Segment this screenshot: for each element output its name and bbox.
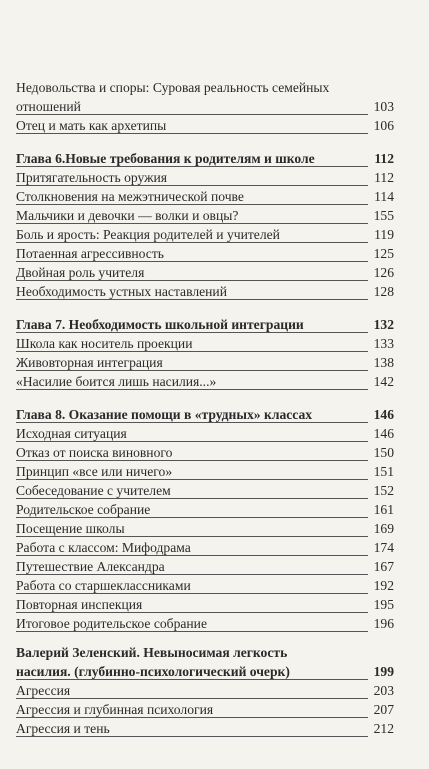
leader-line	[16, 261, 368, 262]
leader-line	[16, 351, 368, 352]
toc-entry-page: 169	[373, 521, 394, 536]
leader-line	[16, 593, 368, 594]
toc-entry-page: 167	[373, 559, 394, 574]
toc-entry-title: Отец и мать как архетипы	[16, 118, 167, 133]
toc-entry-page: 112	[374, 170, 394, 185]
chapter-title: Глава 6.Новые требования к родителям и школе	[16, 151, 315, 166]
toc-entry-title: Отказ от поиска виновного	[16, 445, 173, 460]
toc-entry-page: 161	[373, 502, 394, 517]
toc-entry	[16, 206, 394, 225]
toc-entry-title: Собеседование с учителем	[16, 483, 171, 498]
leader-line	[16, 185, 368, 186]
leader-line	[16, 133, 368, 134]
toc-entry	[16, 225, 394, 244]
toc-entry	[16, 78, 394, 116]
leader-line	[16, 242, 368, 243]
toc-entry	[16, 244, 394, 263]
toc-entry	[16, 576, 394, 595]
toc-entry	[16, 263, 394, 282]
toc-entry	[16, 700, 394, 719]
toc-entry	[16, 595, 394, 614]
leader-line	[16, 717, 368, 718]
chapter-heading	[16, 149, 394, 168]
chapter-heading	[16, 315, 394, 334]
toc-entry-title: «Насилие боится лишь насилия...»	[16, 374, 217, 389]
leader-line	[16, 536, 368, 537]
toc-entry-page: 142	[373, 374, 394, 389]
chapter-title: Глава 7. Необходимость школьной интеграции	[16, 317, 304, 332]
leader-line	[16, 460, 368, 461]
leader-line	[16, 332, 368, 333]
toc-entry-page: 212	[373, 721, 394, 736]
leader-line	[16, 204, 368, 205]
leader-line	[16, 370, 368, 371]
toc-entry-title: Боль и ярость: Реакция родителей и учителей	[16, 227, 280, 242]
toc-entry	[16, 353, 394, 372]
toc-entry-title: Притягательность оружия	[16, 170, 168, 185]
section-title: Валерий Зеленский. Невыносимая легкость насилия. (глубинно-психологический очерк)	[16, 645, 290, 679]
chapter-title: Глава 8. Оказание помощи в «трудных» классах	[16, 407, 313, 422]
leader-line	[16, 574, 368, 575]
toc-entry-page: 203	[373, 683, 394, 698]
leader-line	[16, 679, 368, 680]
spacer	[16, 391, 394, 405]
toc-entry-page: 152	[373, 483, 394, 498]
toc-entry-page: 146	[373, 426, 394, 441]
toc-entry-page: 103	[373, 99, 394, 114]
toc-entry-page: 151	[373, 464, 394, 479]
toc-entry-page: 138	[373, 355, 394, 370]
spacer	[16, 135, 394, 149]
toc-entry-title: Двойная роль учителя	[16, 265, 145, 280]
table-of-contents	[16, 78, 394, 738]
toc-entry-title: Путешествие Александра	[16, 559, 165, 574]
leader-line	[16, 299, 368, 300]
leader-line	[16, 114, 368, 115]
leader-line	[16, 698, 368, 699]
chapter-heading	[16, 405, 394, 424]
chapter-page: 146	[373, 407, 394, 422]
leader-line	[16, 389, 368, 390]
toc-entry-page: 196	[373, 616, 394, 631]
toc-entry-page: 192	[373, 578, 394, 593]
toc-entry	[16, 443, 394, 462]
leader-line	[16, 422, 368, 423]
toc-entry-title: Необходимость устных наставлений	[16, 284, 227, 299]
toc-entry-title: Потаенная агрессивность	[16, 246, 164, 261]
toc-entry-title: Столкновения на межэтнической почве	[16, 189, 244, 204]
toc-entry-title: Школа как носитель проекции	[16, 336, 193, 351]
toc-entry	[16, 116, 394, 135]
toc-entry-title: Агрессия	[16, 683, 71, 698]
leader-line	[16, 479, 368, 480]
leader-line	[16, 441, 368, 442]
toc-entry	[16, 519, 394, 538]
spacer	[16, 301, 394, 315]
leader-line	[16, 517, 368, 518]
toc-entry	[16, 681, 394, 700]
toc-entry-page: 128	[373, 284, 394, 299]
toc-entry-title: Работа со старшеклассниками	[16, 578, 191, 593]
toc-entry-title: Недовольства и споры: Суровая реальность семейных отношений	[16, 80, 330, 114]
toc-entry-title: Исходная ситуация	[16, 426, 127, 441]
toc-entry	[16, 424, 394, 443]
leader-line	[16, 612, 368, 613]
leader-line	[16, 280, 368, 281]
toc-entry-title: Повторная инспекция	[16, 597, 143, 612]
toc-entry	[16, 719, 394, 738]
toc-entry-title: Агрессия и глубинная психология	[16, 702, 214, 717]
toc-entry	[16, 481, 394, 500]
toc-entry-title: Родительское собрание	[16, 502, 151, 517]
chapter-page: 112	[374, 151, 394, 166]
toc-entry-title: Посещение школы	[16, 521, 125, 536]
toc-entry-page: 133	[373, 336, 394, 351]
toc-entry-title: Итоговое родительское собрание	[16, 616, 207, 631]
toc-entry-page: 114	[374, 189, 394, 204]
leader-line	[16, 166, 368, 167]
leader-line	[16, 223, 368, 224]
leader-line	[16, 555, 368, 556]
toc-entry	[16, 334, 394, 353]
leader-line	[16, 498, 368, 499]
toc-entry-page: 125	[373, 246, 394, 261]
spacer	[16, 633, 394, 643]
chapter-page: 132	[373, 317, 394, 332]
toc-entry	[16, 168, 394, 187]
toc-entry-page: 150	[373, 445, 394, 460]
toc-entry	[16, 372, 394, 391]
toc-entry-page: 174	[373, 540, 394, 555]
leader-line	[16, 736, 368, 737]
toc-entry	[16, 538, 394, 557]
toc-entry-page: 126	[373, 265, 394, 280]
toc-entry-title: Работа с классом: Мифодрама	[16, 540, 191, 555]
toc-entry	[16, 557, 394, 576]
toc-entry-page: 195	[373, 597, 394, 612]
toc-entry-page: 106	[373, 118, 394, 133]
toc-entry-title: Живовторная интеграция	[16, 355, 163, 370]
leader-line	[16, 631, 368, 632]
toc-entry	[16, 462, 394, 481]
section-page: 199	[373, 664, 394, 679]
toc-entry	[16, 282, 394, 301]
toc-entry	[16, 500, 394, 519]
toc-entry-title: Мальчики и девочки — волки и овцы?	[16, 208, 239, 223]
toc-entry-title: Принцип «все или ничего»	[16, 464, 173, 479]
toc-entry-page: 155	[373, 208, 394, 223]
toc-entry-title: Агрессия и тень	[16, 721, 110, 736]
toc-entry	[16, 187, 394, 206]
toc-entry-page: 119	[374, 227, 394, 242]
section-heading	[16, 643, 394, 681]
toc-entry	[16, 614, 394, 633]
toc-entry-page: 207	[373, 702, 394, 717]
